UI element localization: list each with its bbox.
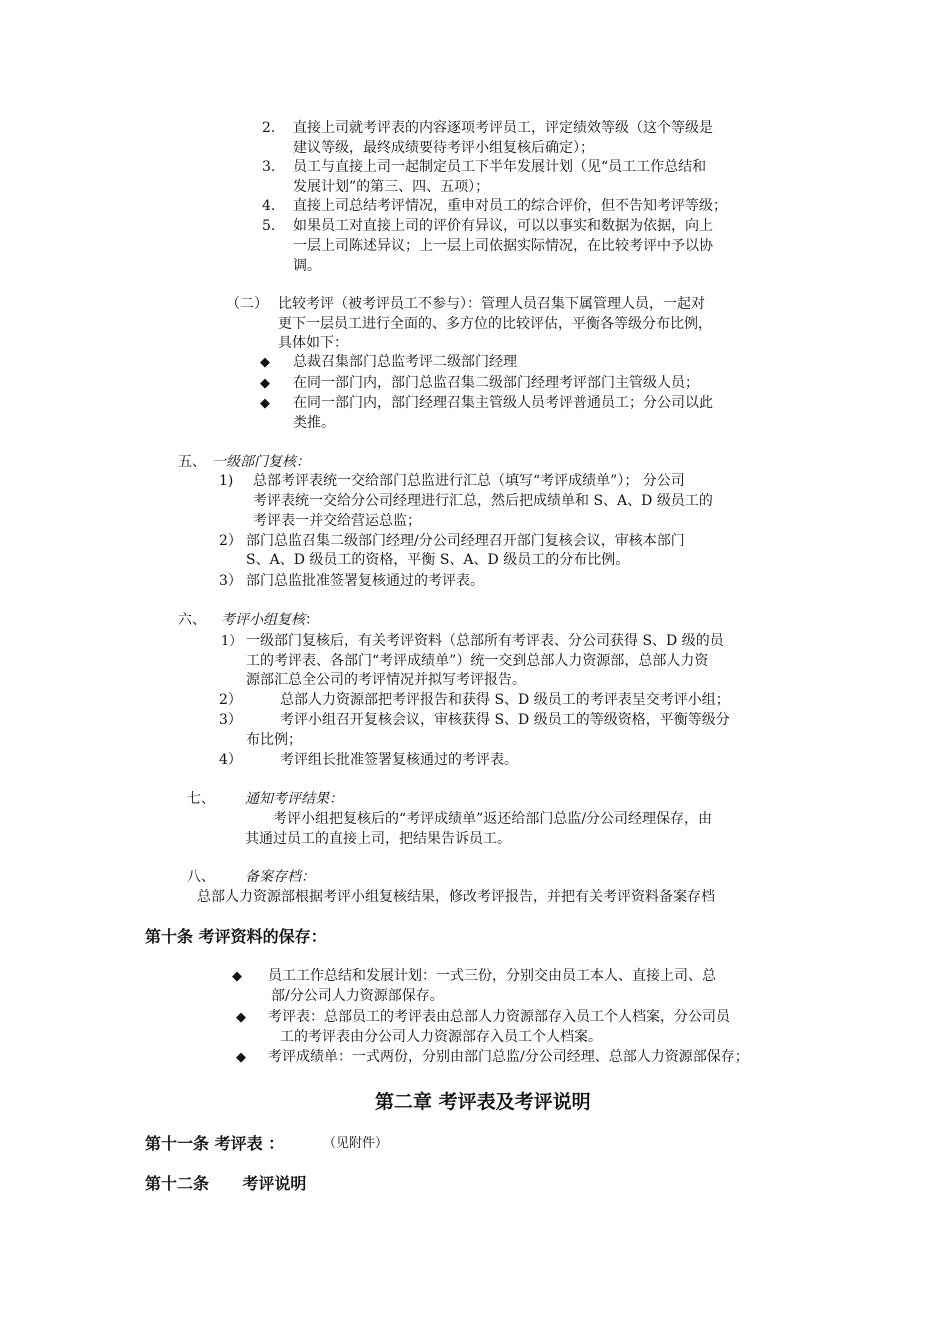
step-text-line: 直接上司就考评表的内容逐项考评员工，评定绩效等级（这个等级是 xyxy=(293,120,713,136)
item-number: 2） xyxy=(219,692,242,708)
section-number: （二） xyxy=(226,296,268,312)
bullet-text-line: 在同一部门内，部门经理召集主管级人员考评普通员工；分公司以此 xyxy=(293,395,713,411)
item-number: 3） xyxy=(219,573,242,589)
section-title-colon: ： xyxy=(305,612,319,628)
item-text-line: 部门总监召集二级部门经理/分公司经理召开部门复核会议，审核本部门 xyxy=(246,533,685,549)
step-text-line: 员工与直接上司一起制定员工下半年发展计划（见“员工工作总结和 xyxy=(293,159,707,175)
step-text-line: 直接上司总结考评情况，重申对员工的综合评价，但不告知考评等级； xyxy=(293,198,727,214)
diamond-bullet-icon: ◆ xyxy=(236,1010,246,1025)
section-text-line: 考评小组把复核后的“考评成绩单”返还给部门总监/分公司经理保存，由 xyxy=(273,811,713,827)
diamond-bullet-icon: ◆ xyxy=(232,969,242,984)
item-text-line: 工的考评表、各部门“考评成绩单”）统一交到总部人力资源部，总部人力资 xyxy=(246,653,709,669)
item-number: 1） xyxy=(221,634,243,649)
item-text-line: 考评小组召开复核会议，审核获得 S、D 级员工的等级资格，平衡等级分 xyxy=(280,712,730,728)
bullet-text-line: 考评表：总部员工的考评表由总部人力资源部存入员工个人档案，分公司员 xyxy=(268,1009,730,1025)
item-text-line: 一级部门复核后，有关考评资料（总部所有考评表、分公司获得 S、D 级的员 xyxy=(246,633,724,649)
step-number: 3. xyxy=(262,159,276,175)
step-text-line: 发展计划”的第三、四、五项）； xyxy=(293,179,490,195)
section-title: 考评小组复核 xyxy=(221,612,305,628)
section-number: 五、 xyxy=(178,454,206,470)
item-number: 1) xyxy=(219,473,234,489)
step-text-line: 如果员工对直接上司的评价有异议，可以以事实和数据为依据，向上 xyxy=(293,218,713,234)
bullet-text-line: 部/分公司人力资源部保存。 xyxy=(271,988,444,1004)
item-text-line: 考评表统一交给分公司经理进行汇总，然后把成绩单和 S、A、D 级员工的 xyxy=(253,493,713,509)
section-text-line: 具体如下： xyxy=(278,335,348,351)
bullet-text-line: 员工工作总结和发展计划：一式三份，分别交由员工本人、直接上司、总 xyxy=(268,968,716,984)
diamond-bullet-icon: ◆ xyxy=(260,355,270,370)
section-number: 八、 xyxy=(187,869,215,885)
step-text-line: 一层上司陈述异议；上一层上司依据实际情况，在比较考评中予以协 xyxy=(293,238,713,254)
item-text-line: 总部考评表统一交给部门总监进行汇总（填写“考评成绩单”）； 分公司 xyxy=(253,473,685,489)
step-text-line: 调。 xyxy=(293,258,321,274)
step-number: 4. xyxy=(262,198,276,214)
step-number: 5. xyxy=(262,218,276,234)
diamond-bullet-icon: ◆ xyxy=(260,376,270,391)
diamond-bullet-icon: ◆ xyxy=(260,396,270,411)
item-text-line: 考评表一并交给营运总监； xyxy=(253,513,421,529)
item-text-line: S、A、D 级员工的资格，平衡 S、A、D 级员工的分布比例。 xyxy=(246,552,630,568)
step-text-line: 建议等级，最终成绩要待考评小组复核后确定）； xyxy=(293,140,594,156)
section-number: 七、 xyxy=(187,791,215,807)
bullet-text-line: 工的考评表由分公司人力资源部存入员工个人档案。 xyxy=(280,1029,602,1045)
item-text-line: 总部人力资源部把考评报告和获得 S、D 级员工的考评表呈交考评小组； xyxy=(280,692,730,708)
chapter-heading: 第二章 考评表及考评说明 xyxy=(375,1091,591,1113)
step-number: 2. xyxy=(262,120,276,136)
article-note: （见附件） xyxy=(323,1136,389,1151)
section-title: 通知考评结果： xyxy=(245,791,343,807)
item-number: 2） xyxy=(219,533,242,549)
bullet-text-line: 总裁召集部门总监考评二级部门经理 xyxy=(293,354,517,370)
section-title: 备案存档： xyxy=(245,869,315,885)
section-text-line: 更下一层员工进行全面的、多方位的比较评估，平衡各等级分布比例， xyxy=(278,316,712,332)
bullet-text-line: 在同一部门内，部门总监召集二级部门经理考评部门主管级人员； xyxy=(293,375,699,391)
bullet-text-line: 考评成绩单：一式两份，分别由部门总监/分公司经理、总部人力资源部保存； xyxy=(268,1049,749,1065)
item-text-line: 源部汇总全公司的考评情况并拟写考评报告。 xyxy=(246,672,526,688)
item-text-line: 布比例； xyxy=(246,732,302,748)
item-number: 3） xyxy=(219,712,242,728)
section-text-line: 总部人力资源部根据考评小组复核结果，修改考评报告，并把有关考评资料备案存档 xyxy=(197,889,715,905)
section-text-line: 其通过员工的直接上司，把结果告诉员工。 xyxy=(245,831,511,847)
item-number: 4） xyxy=(219,752,242,768)
section-title: 一级部门复核： xyxy=(212,454,310,470)
article-heading: 第十二条 考评说明 xyxy=(145,1174,307,1193)
item-text-line: 部门总监批准签署复核通过的考评表。 xyxy=(246,573,484,589)
diamond-bullet-icon: ◆ xyxy=(236,1050,246,1065)
article-heading: 第十条 考评资料的保存： xyxy=(145,927,327,946)
item-text-line: 考评组长批准签署复核通过的考评表。 xyxy=(280,752,518,768)
section-text-line: 比较考评（被考评员工不参与）：管理人员召集下属管理人员，一起对 xyxy=(278,296,705,312)
section-number: 六、 xyxy=(178,612,206,628)
article-heading: 第十一条 考评表 ： xyxy=(145,1134,285,1153)
bullet-text-line: 类推。 xyxy=(293,415,335,431)
